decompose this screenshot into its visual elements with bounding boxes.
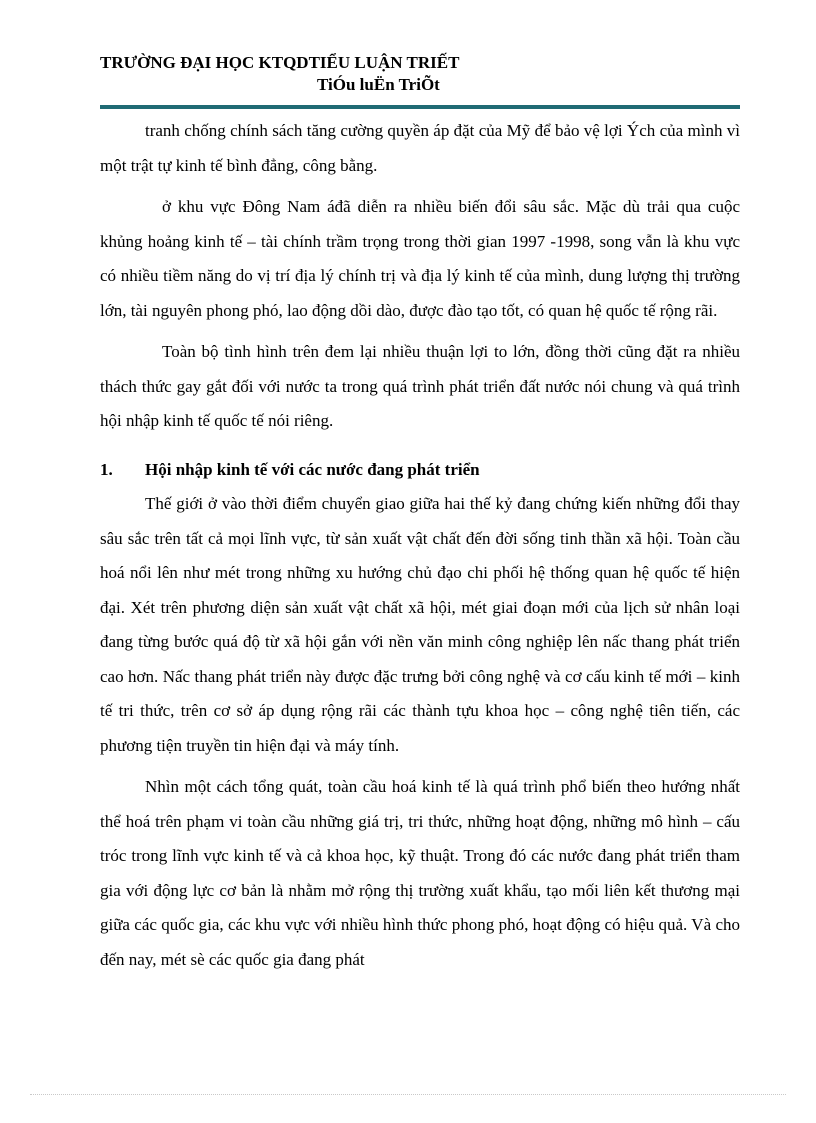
paragraph: ở khu vực Đông Nam áđã diễn ra nhiều biến đổi sâu sắc. Mặc dù trải qua cuộc khủng hoảng kinh tế – tài chính trầm trọng trong thời gian 1997 -1998, song vẫn là khu vực có nhiều tiềm năng do vị trí địa lý chính trị và địa lý kinh tế của mình, dung lượng thị trường lớn, tài nguyên phong phó, lao động dồi dào, được đào tạo tốt, có quan hệ quốc tế rộng rãi. [100,197,740,320]
section-title: Hội nhập kinh tế với các nước đang phát triển [145,459,480,479]
paragraph: Toàn bộ tình hình trên đem lại nhiều thuận lợi to lớn, đồng thời cũng đặt ra nhiều thách thức gay gắt đối với nước ta trong quá trình phát triển đất nước nói chung và quá trình hội nhập kinh tế quốc tế nói riêng. [100,342,740,430]
header-divider [100,105,740,109]
footer-divider [30,1094,786,1095]
header-title: TRƯỜNG ĐẠI HỌC KTQDTIỂU LUẬN TRIẾT [100,53,460,72]
section-number: 1. [100,459,113,479]
page-header [100,52,740,96]
section-heading [100,453,740,488]
paragraph: Nhìn một cách tổng quát, toàn cầu hoá kinh tế là quá trình phổ biến theo hướng nhất thể hoá trên phạm vi toàn cầu những giá trị, tri thức, những hoạt động, những mô hình – cấu tróc trong lĩnh vực kinh tế và cả khoa học, kỹ thuật. Trong đó các nước đang phát triển tham gia với động lực cơ bản là nhằm mở rộng thị trường xuất khẩu, tạo mối liên kết thương mại giữa các quốc gia, các khu vực với nhiều hình thức phong phó, hoạt động có hiệu quả. Và cho đến nay, mét sè các quốc gia đang phát [100,777,740,969]
paragraph: tranh chống chính sách tăng cường quyền áp đặt của Mỹ để bảo vệ lợi Ých của mình vì một trật tự kinh tế bình đẳng, công bằng. [100,121,740,175]
header-subtitle: TiÓu luËn TriÕt [317,75,440,94]
paragraph: Thế giới ở vào thời điểm chuyển giao giữa hai thế kỷ đang chứng kiến những đổi thay sâu sắc trên tất cả mọi lĩnh vực, từ sản xuất vật chất đến đời sống tinh thần xã hội. Toàn cầu hoá nổi lên như mét trong những xu hướng chủ đạo chi phối hệ thống quan hệ quốc tế hiện đại. Xét trên phương diện sản xuất vật chất xã hội, mét giai đoạn mới của lịch sử nhân loại đang từng bước quá độ từ xã hội gắn với nền văn minh công nghiệp lên nấc thang phát triển cao hơn. Nấc thang phát triển này được đặc trưng bởi công nghệ và cơ cấu kinh tế mới – kinh tế tri thức, trên cơ sở áp dụng rộng rãi các thành tựu khoa học – công nghệ tiên tiến, các phương tiện truyền tin hiện đại và máy tính. [100,494,740,755]
document-body [100,114,740,977]
